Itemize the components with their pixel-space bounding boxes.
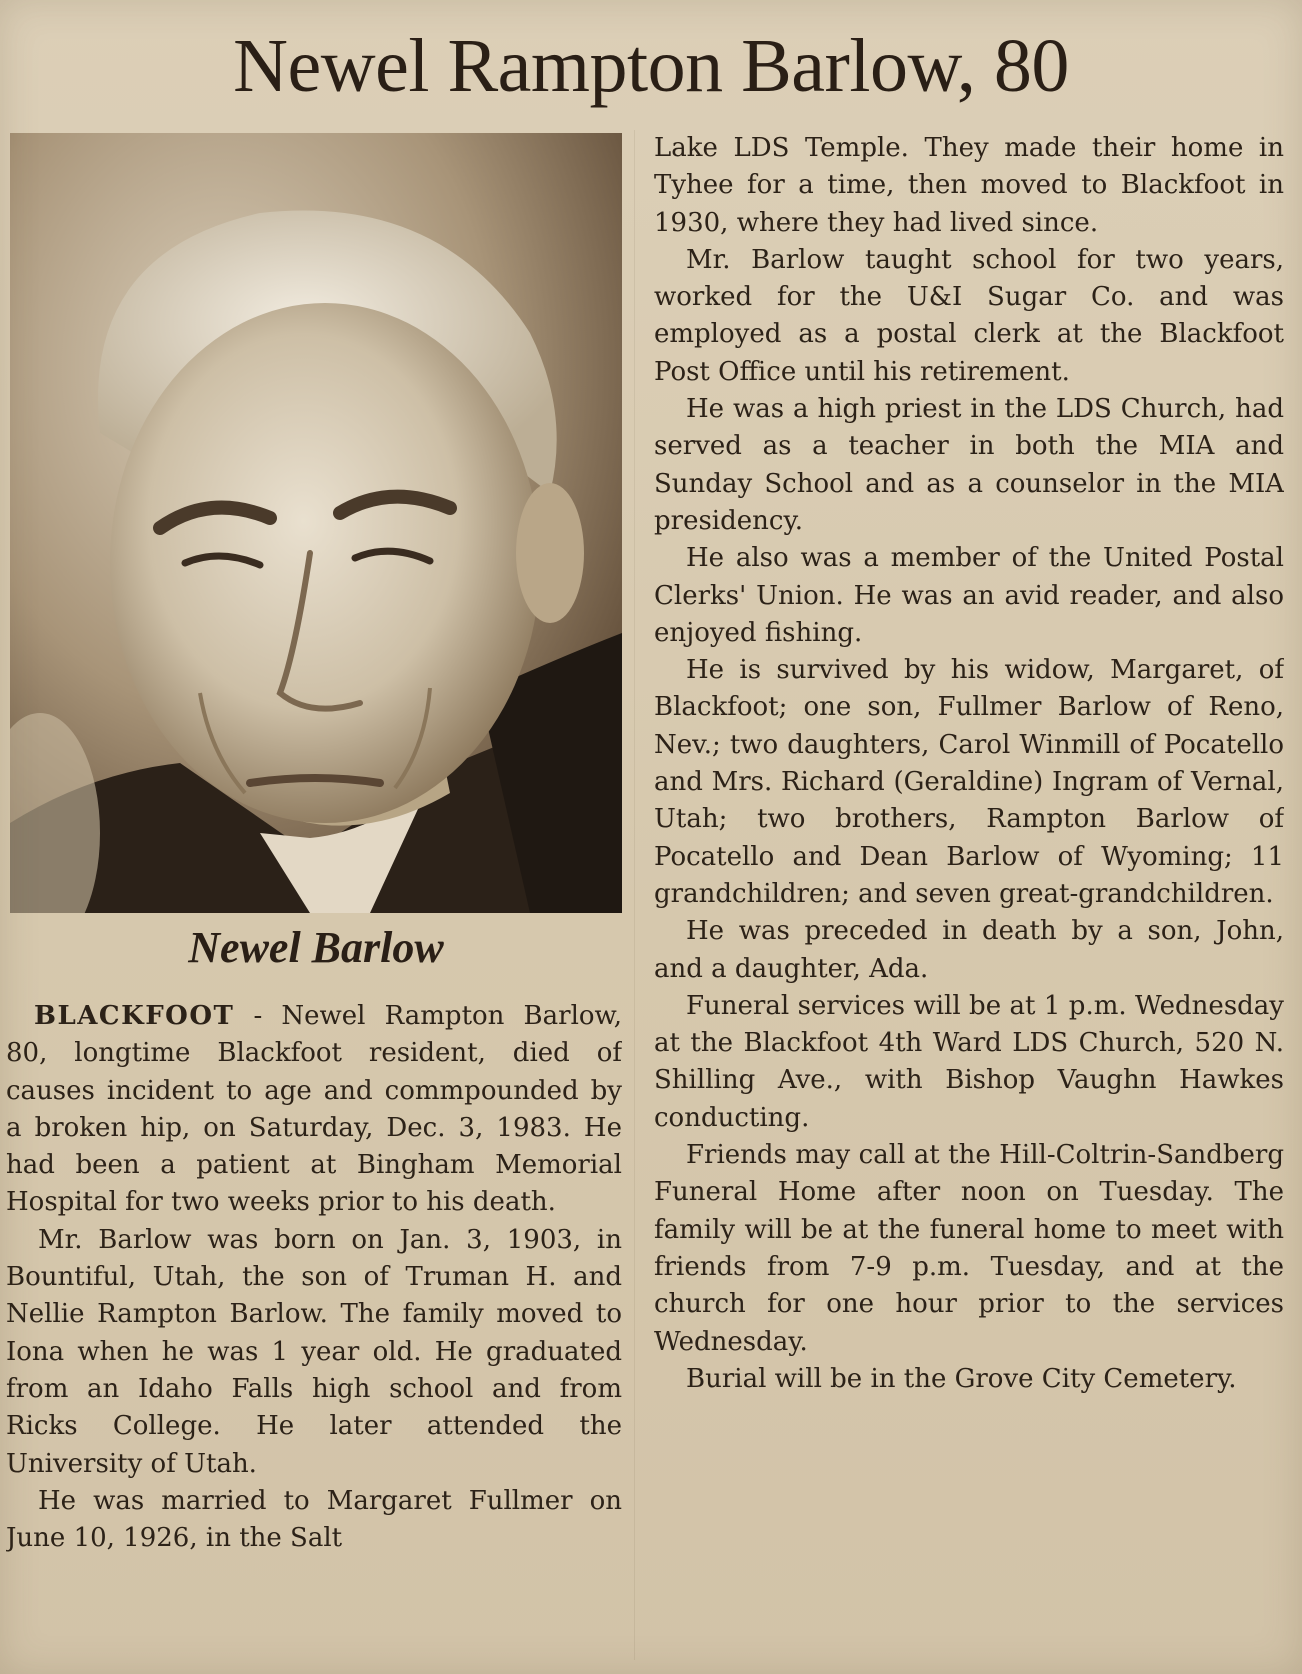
- paragraph-1: [6, 998, 622, 1222]
- portrait-photo: [10, 133, 622, 913]
- paragraph-3-continued: Lake LDS Temple. They made their home in Tyhee for a time, then moved to Blackfoot in 1930, where they had lived since.: [654, 133, 1284, 238]
- paragraph-6: He also was a member of the United Postal Clerks' Union. He was an avid reader, and also enjoyed fishing.: [654, 543, 1284, 648]
- article-column-right: [654, 130, 1284, 1674]
- headline: Newel Rampton Barlow, 80: [233, 24, 1069, 108]
- dateline-separator: -: [234, 1001, 282, 1031]
- column-gutter: [634, 130, 635, 1660]
- paragraph-2: Mr. Barlow was born on Jan. 3, 1903, in Bountiful, Utah, the son of Truman H. and Nellie Rampton Barlow. The family moved to Iona when he was 1 year old. He graduated from an Idaho Falls high school and from Ricks College. He later attended the University of Utah.: [6, 1224, 622, 1479]
- paragraph-8: He was preceded in death by a son, John, and a daughter, Ada.: [654, 916, 1284, 984]
- paragraph-7: He is survived by his widow, Margaret, of Blackfoot; one son, Fullmer Barlow of Reno, Nev.; two daughters, Carol Winmill of Pocatello and Mrs. Richard (Geraldine) Ingram of Vernal, Utah; two brothers, Rampton Barlow of Pocatello and Dean Barlow of Wyoming; 11 grandchildren; and seven great-grandchildren.: [654, 655, 1284, 909]
- photo-caption: Newel Barlow: [188, 923, 444, 972]
- paragraph-1-text: Newel Rampton Barlow, 80, longtime Blackfoot resident, died of causes incident to age and commpounded by a broken hip, on Saturday, Dec. 3, 1983. He had been a patient at Bingham Memorial Hospital for two weeks prior to his death.: [6, 1001, 622, 1218]
- paragraph-11: Burial will be in the Grove City Cemetery.: [686, 1363, 1237, 1394]
- dateline: BLACKFOOT: [34, 1001, 235, 1031]
- paragraph-3: He was married to Margaret Fullmer on June 10, 1926, in the Salt: [6, 1485, 622, 1554]
- paragraph-4: Mr. Barlow taught school for two years, worked for the U&I Sugar Co. and was employed as a postal clerk at the Blackfoot Post Office until his retirement.: [654, 244, 1284, 387]
- article-column-left: [6, 998, 622, 1674]
- paragraph-10: Friends may call at the Hill-Coltrin-Sandberg Funeral Home after noon on Tuesday. The family will be at the funeral home to meet with friends from 7-9 p.m. Tuesday, and at the church for one hour prior to the services Wednesday.: [654, 1140, 1284, 1357]
- paragraph-9: Funeral services will be at 1 p.m. Wednesday at the Blackfoot 4th Ward LDS Church, 520 N. Shilling Ave., with Bishop Vaughn Hawkes conducting.: [654, 990, 1284, 1133]
- paragraph-5: He was a high priest in the LDS Church, had served as a teacher in both the MIA and Sunday School and as a counselor in the MIA presidency.: [654, 394, 1284, 536]
